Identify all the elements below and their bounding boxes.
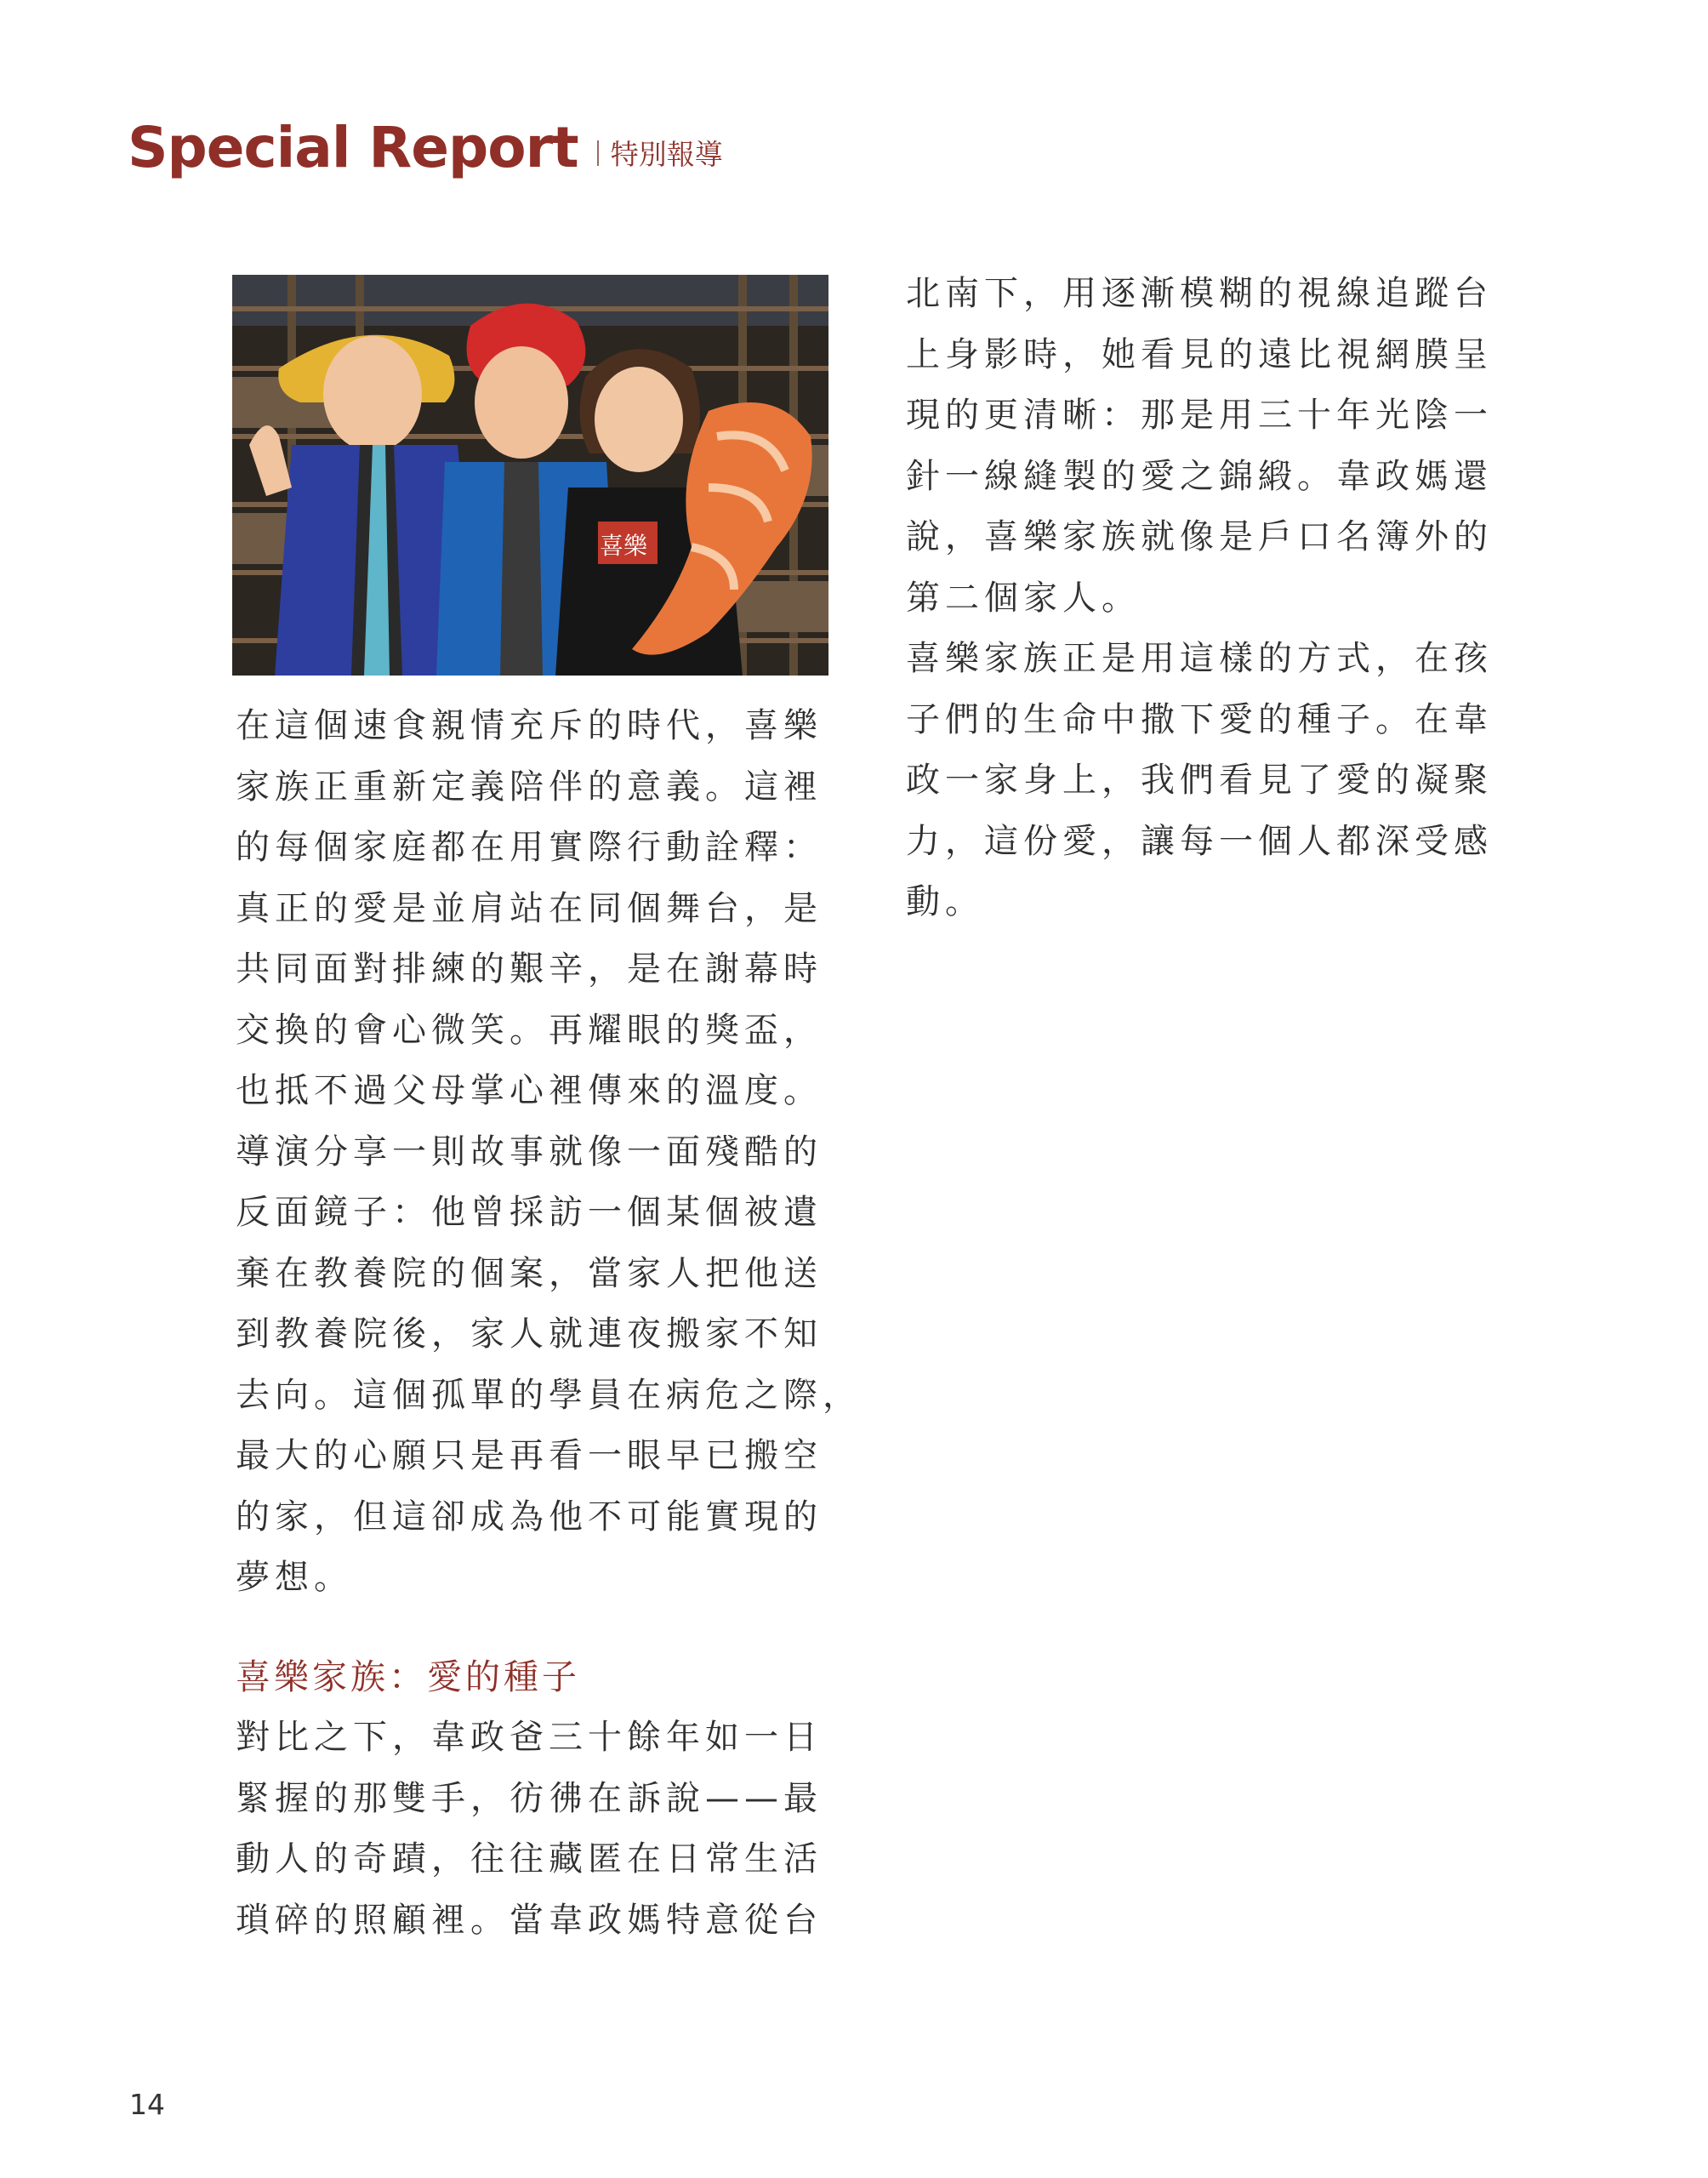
paragraph-line: 現的更清晰：那是用三十年光陰一	[906, 396, 1493, 435]
paragraph-line: 在這個速食親情充斥的時代，喜樂	[236, 706, 823, 745]
paragraph-line: 夢想。	[236, 1558, 353, 1597]
paragraph-line: 的每個家庭都在用實際行動詮釋：	[236, 828, 823, 867]
paragraph-line: 上身影時，她看見的遠比視網膜呈	[906, 334, 1493, 374]
page-number: 14	[129, 2088, 165, 2121]
paragraph-line: 去向。這個孤單的學員在病危之際，	[236, 1375, 862, 1415]
paragraph-line: 反面鏡子：他曾採訪一個某個被遺	[236, 1193, 823, 1232]
paragraph-line: 棄在教養院的個案，當家人把他送	[236, 1253, 823, 1293]
paragraph-line: 到教養院後，家人就連夜搬家不知	[236, 1314, 823, 1354]
paragraph-line: 說，喜樂家族就像是戶口名簿外的	[906, 517, 1493, 556]
section-title: Special Report	[128, 114, 578, 180]
paragraph-line: 共同面對排練的艱辛，是在謝幕時	[236, 949, 823, 989]
paragraph-line: 也抵不過父母掌心裡傳來的溫度。	[236, 1071, 823, 1110]
paragraph-line: 喜樂家族正是用這樣的方式，在孩	[906, 639, 1493, 678]
paragraph-line: 子們的生命中撒下愛的種子。在韋	[906, 699, 1493, 739]
family-photo	[232, 275, 828, 676]
paragraph-line: 交換的會心微笑。再耀眼的獎盃，	[236, 1010, 823, 1050]
paragraph-line: 針一線縫製的愛之錦緞。韋政媽還	[906, 456, 1493, 496]
paragraph-line: 力，這份愛，讓每一個人都深受感	[906, 821, 1493, 861]
paragraph-line: 最大的心願只是再看一眼早已搬空	[236, 1436, 823, 1475]
paragraph-line: 瑣碎的照顧裡。當韋政媽特意從台	[236, 1900, 823, 1940]
paragraph-gap	[236, 1609, 848, 1647]
paragraph-line: 導演分享一則故事就像一面殘酷的	[236, 1132, 823, 1172]
paragraph-line: 的家，但這卻成為他不可能實現的	[236, 1497, 823, 1537]
paragraph-line: 動。	[906, 882, 984, 921]
section-heading: 喜樂家族：愛的種子	[236, 1656, 580, 1697]
shirt-print: 喜樂	[600, 532, 648, 560]
paragraph-line: 緊握的那雙手，彷彿在訴說——最	[236, 1778, 823, 1818]
paragraph-line: 第二個家人。	[906, 578, 1141, 618]
section-subtitle: 特別報導	[610, 137, 723, 171]
right-column	[906, 264, 1518, 933]
paragraph-line: 動人的奇蹟，往往藏匿在日常生活	[236, 1839, 823, 1879]
header-divider	[597, 140, 599, 166]
paragraph-line: 北南下，用逐漸模糊的視線追蹤台	[906, 274, 1493, 313]
left-column	[236, 696, 862, 1951]
paragraph-line: 對比之下，韋政爸三十餘年如一日	[236, 1718, 823, 1757]
paragraph-line: 家族正重新定義陪伴的意義。這裡	[236, 767, 823, 807]
page-header	[128, 109, 723, 185]
paragraph-line: 真正的愛是並肩站在同個舞台，是	[236, 888, 823, 928]
paragraph-line: 政一家身上，我們看見了愛的凝聚	[906, 761, 1493, 800]
